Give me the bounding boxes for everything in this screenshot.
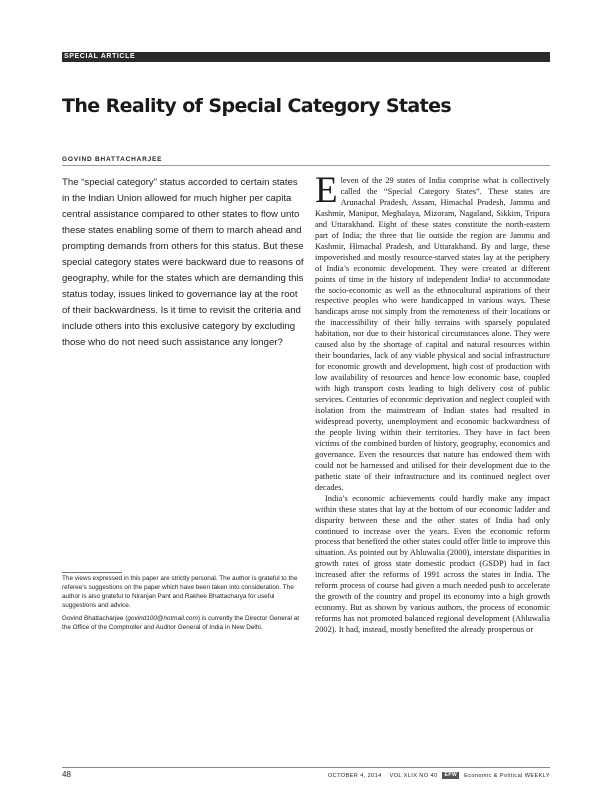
drop-cap: E [315, 170, 338, 211]
bio-rest: ) is currently the Director General at the Office of the Comptroller and Auditor General of India in New Delhi. [62, 615, 300, 632]
body-paragraph-1-text: leven of the 29 states of India comprise what is collectively called the “Special Category States”. These states are Arunachal Pradesh, Assam, Himachal Pradesh, Jammu and Kashmir, Manipur, Meghalaya, Mizoram, Nagaland, Sikkim, Tripura and Uttarakhand. Eight of these states constitute the north-eastern part of India; the three that lie outside the region are Jammu and Kashmir, Himachal Pradesh, and Uttarakhand. By and large, these impoverished and mostly resource-starved states lay at the periphery of India’s economic development. They were created at different points of time in the history of independent India¹ to accommodate the socio-economic as well as the ethnocultural aspirations of their respective peoples who were handicapped in various ways. These handicaps arose not simply from the remoteness of their locations or the inaccessibility of their hilly terrains with sparsely populated habitation, nor due to their historical circumstances alone. They were caused also by the shortage of capital and natural resources within their boundaries, lack of any viable physical and social infrastructure for economic growth and development, high cost of production with low availability of resources and hence low economic base, coupled with high transport costs leading to high delivery cost of public services. Centuries of economic deprivation and neglect coupled with isolation from the mainstream of Indian states had resulted in widespread poverty, unemployment and economic backwardness of the people living within their territories. They have in fact been victims of the combined burden of history, geography, economics and governance. Even the resources that nature has endowed them with could not be harnessed and utilised for their development due to the pathetic state of their infrastructure and its continued neglect over decades. [315, 176, 550, 492]
journal-name: Economic & Political WEEKLY [464, 772, 550, 779]
page-number: 48 [62, 770, 71, 779]
article-title: The Reality of Special Category States [62, 95, 452, 117]
footer-issue-info [327, 772, 550, 779]
disclaimer-note: The views expressed in this paper are strictly personal. The author is grateful to the referee’s suggestions on the paper which have been taken into consideration. The author is also grateful to Niranjan Pant and Rakhee Bhattacharya for useful suggestions and advice. [62, 575, 298, 609]
author-bio [62, 615, 304, 633]
issue-date: OCTOBER 4, 2014 VOL XLIX NO 40 [327, 772, 438, 779]
author-notes [62, 575, 304, 638]
body-paragraph-1 [315, 170, 550, 494]
byline-divider [62, 165, 550, 166]
bio-name: Govind Bhattacharjee ( [62, 615, 128, 623]
author-byline: GOVIND BHATTACHARJEE [62, 156, 163, 163]
section-label: SPECIAL ARTICLE [62, 52, 550, 62]
author-email: govind100@hotmail.com [127, 615, 198, 623]
footer-divider [62, 767, 550, 768]
notes-divider [62, 572, 122, 573]
abstract: The “special category” status accorded to certain states in the Indian Union allowed for much higher per capita central assistance compared to other states to flow unto these states enabling some of them to march ahead and prompting demands from others for this status. But these special category states were backward due to reasons of geography, while for the states which are demanding this status today, issues linked to governance lay at the root of their backwardness. Is it time to revisit the criteria and include others into this exclusive category by excluding those who do not need such assistance any longer? [62, 177, 304, 349]
body-text [315, 170, 550, 636]
epw-badge: EPW [444, 772, 458, 778]
body-paragraph-2: India’s economic achievements could hardly make any impact within these states that lay at the bottom of our economic ladder and disparity between these and the other states of India had only continued to increase over the years. Even the economic reform process that benefited the other states could offer little to improve this situation. As pointed out by Ahluwalia (2000), interstate disparities in growth rates of gross state domestic product (GSDP) had in fact increased after the reforms of 1991 across the states in India. The reform process of course had given a much needed push to accelerate the growth of the country and propel its economy into a high growth economy. But as shown by various authors, the process of economic reforms has not promoted balanced regional development (Ahluwalia 2002). It had, instead, mostly benefited the already prosperous or [315, 493, 550, 635]
